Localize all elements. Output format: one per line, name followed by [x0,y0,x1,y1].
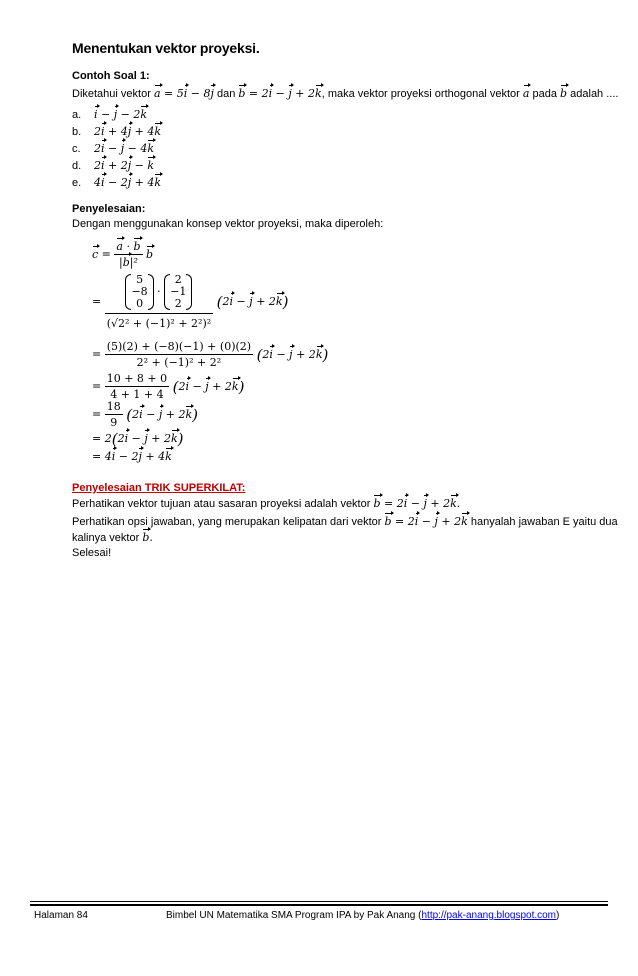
trick-line-4: Selesai! [72,547,112,559]
formula-step-2: = 5 −8 0 · 2 −1 2 (√2² + (−1)² + 2²)² (2i − j + 2k) [92,273,289,330]
question-prefix: Diketahui vektor [72,88,151,100]
question-text [72,87,618,100]
solution-heading: Penyelesaian: [72,203,146,215]
footer-book-info: Bimbel UN Matematika SMA Program IPA by Pak Anang (http://pak-anang.blogspot.com) [166,910,560,921]
option-a: a. i − j − 2k [72,108,148,121]
trick-heading: Penyelesaian TRIK SUPERKILAT: [72,482,246,494]
formula-step-5: = $\frac{18}{9}$ (2i − j + 2k) [92,400,198,429]
formula-step-6: = 2(2i − j + 2k) [92,430,184,448]
footer-page-number: Halaman 84 [34,910,88,921]
footer-divider-thick [30,904,608,906]
vector-b-symbol: b [560,87,568,100]
formula-step-3: = $\frac{(5)(2) + (-8)(-1) + (0)(2)}{\text{2² + (−1)² + 2²}}$ (2i − j + 2k) [92,340,329,369]
example-heading: Contoh Soal 1: [72,70,150,82]
option-b: b. 2i + 4j + 4k [72,125,162,138]
option-e: e. 4i − 2j + 4k [72,176,162,189]
footer-divider [30,901,608,902]
page-title: Menentukan vektor proyeksi. [72,40,260,56]
trick-line-1: Perhatikan vektor tujuan atau sasaran proyeksi adalah vektor b = 2i − j + 2k. [72,497,461,510]
question-mid: , maka vektor proyeksi orthogonal vektor [321,88,520,100]
option-d: d. 2i + 2j − k [72,159,155,172]
footer-link[interactable]: http://pak-anang.blogspot.com [421,910,557,921]
vector-b-definition: b = 2i − j + 2k [238,87,322,100]
formula-step-4: = $\frac{10 + 8 + 0}{4 + 1 + 4}$ (2i − j + 2k) [92,372,245,401]
formula-step-1: c = $\frac{a \cdot b}{\text{|b|²}}$ b [92,240,154,269]
question-end: adalah .... [570,88,619,100]
question-on: pada [532,88,557,100]
trick-line-2: Perhatikan opsi jawaban, yang merupakan kelipatan dari vektor b = 2i − j + 2k hanyalah jawaban E yaitu dua [72,515,618,528]
option-c: c. 2i − j − 4k [72,142,155,155]
question-and: dan [216,88,236,100]
solution-intro: Dengan menggunakan konsep vektor proyeksi, maka diperoleh: [72,218,384,230]
trick-line-3: kalinya vektor b. [72,531,153,544]
vector-a-definition: a = 5i − 8j [153,87,214,100]
formula-step-7: = 4i − 2j + 4k [92,450,172,463]
vector-a-symbol: a [522,87,530,100]
